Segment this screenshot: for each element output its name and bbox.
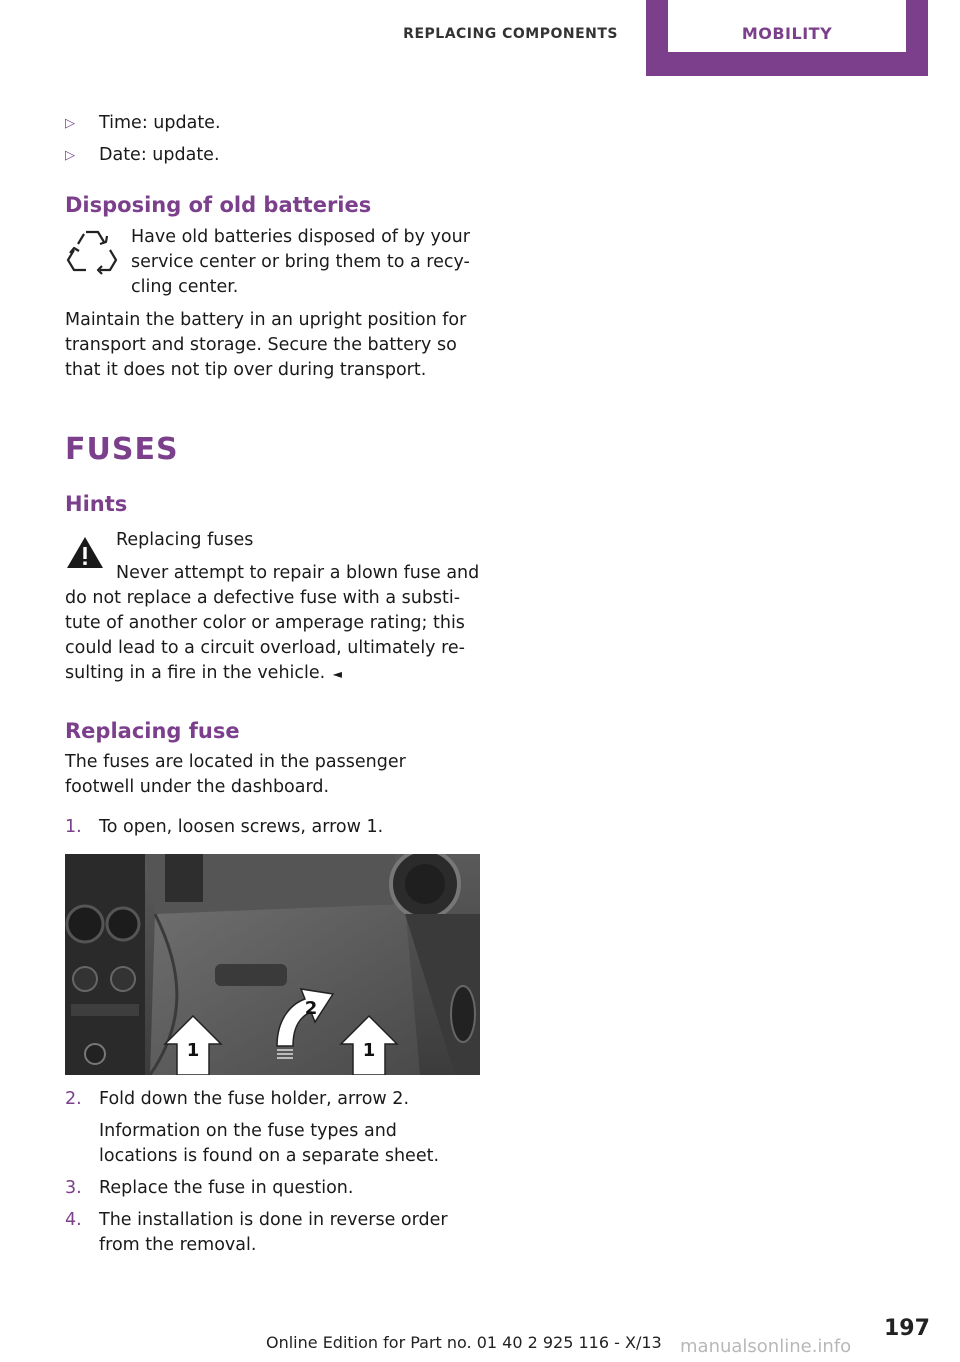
disposal-heading: Disposing of old batteries — [65, 193, 372, 217]
step-number: 3. — [65, 1178, 82, 1198]
fuses-title: FUSES — [65, 432, 179, 467]
chapter-tab-inner — [668, 0, 906, 52]
end-mark-icon: ◄ — [332, 667, 343, 681]
step-number: 1. — [65, 817, 82, 837]
bullet-triangle-icon: ▷ — [65, 116, 75, 131]
step-item — [65, 1087, 480, 1169]
photo-label-1-right: 1 — [362, 1040, 376, 1061]
disposal-paragraph: Maintain the battery in an upright position for transport and storage. Secure the battery so that it does not tip over during transport. — [65, 310, 467, 380]
list-item — [65, 111, 480, 136]
list-item-text: Date: update. — [99, 145, 220, 165]
photo-label-1-left: 1 — [186, 1040, 200, 1061]
step-item — [65, 815, 480, 840]
step-item — [65, 1208, 480, 1258]
step-text: The installation is done in reverse order from the removal. — [99, 1210, 448, 1255]
step-number: 2. — [65, 1089, 82, 1109]
step-subtext: Information on the fuse types and locations is found on a separate sheet. — [99, 1121, 440, 1166]
step-text: Fold down the fuse holder, arrow 2. — [99, 1089, 410, 1109]
footer-edition: Online Edition for Part no. 01 40 2 925 116 - X/13 — [266, 1333, 662, 1352]
step-number: 4. — [65, 1210, 82, 1230]
step-item — [65, 1176, 480, 1201]
chapter-tab-label: MOBILITY — [741, 24, 833, 43]
bullet-triangle-icon: ▷ — [65, 148, 75, 163]
hints-heading: Hints — [65, 492, 128, 516]
replacing-fuse-heading: Replacing fuse — [65, 719, 240, 743]
fuse-panel-photo — [65, 854, 480, 1075]
warning-text-block — [65, 561, 480, 687]
replacing-fuse-intro: The fuses are located in the passenger footwell under the dashboard. — [65, 752, 406, 797]
warning-text: Never attempt to repair a blown fuse and do not replace a defective fuse with a substi-tute of another color or amperage rating; this could lead to a circuit overload, ultimately re-sulting in a fire in the vehicle. — [65, 563, 480, 683]
photo-label-2: 2 — [304, 998, 318, 1019]
chapter-tab — [646, 0, 928, 76]
recycle-icon — [66, 226, 118, 276]
running-header-section: REPLACING COMPONENTS — [403, 26, 618, 42]
list-item-text: Time: update. — [99, 113, 221, 133]
step-text: To open, loosen screws, arrow 1. — [99, 817, 384, 837]
step-text: Replace the fuse in question. — [99, 1178, 354, 1198]
warning-title: Replacing fuses — [116, 530, 254, 550]
disposal-icon-note: Have old batteries disposed of by your service center or bring them to a recy-cling center. — [131, 227, 470, 297]
list-item — [65, 143, 480, 168]
page-number: 197 — [884, 1316, 930, 1341]
watermark: manualsonline.info — [680, 1336, 852, 1357]
